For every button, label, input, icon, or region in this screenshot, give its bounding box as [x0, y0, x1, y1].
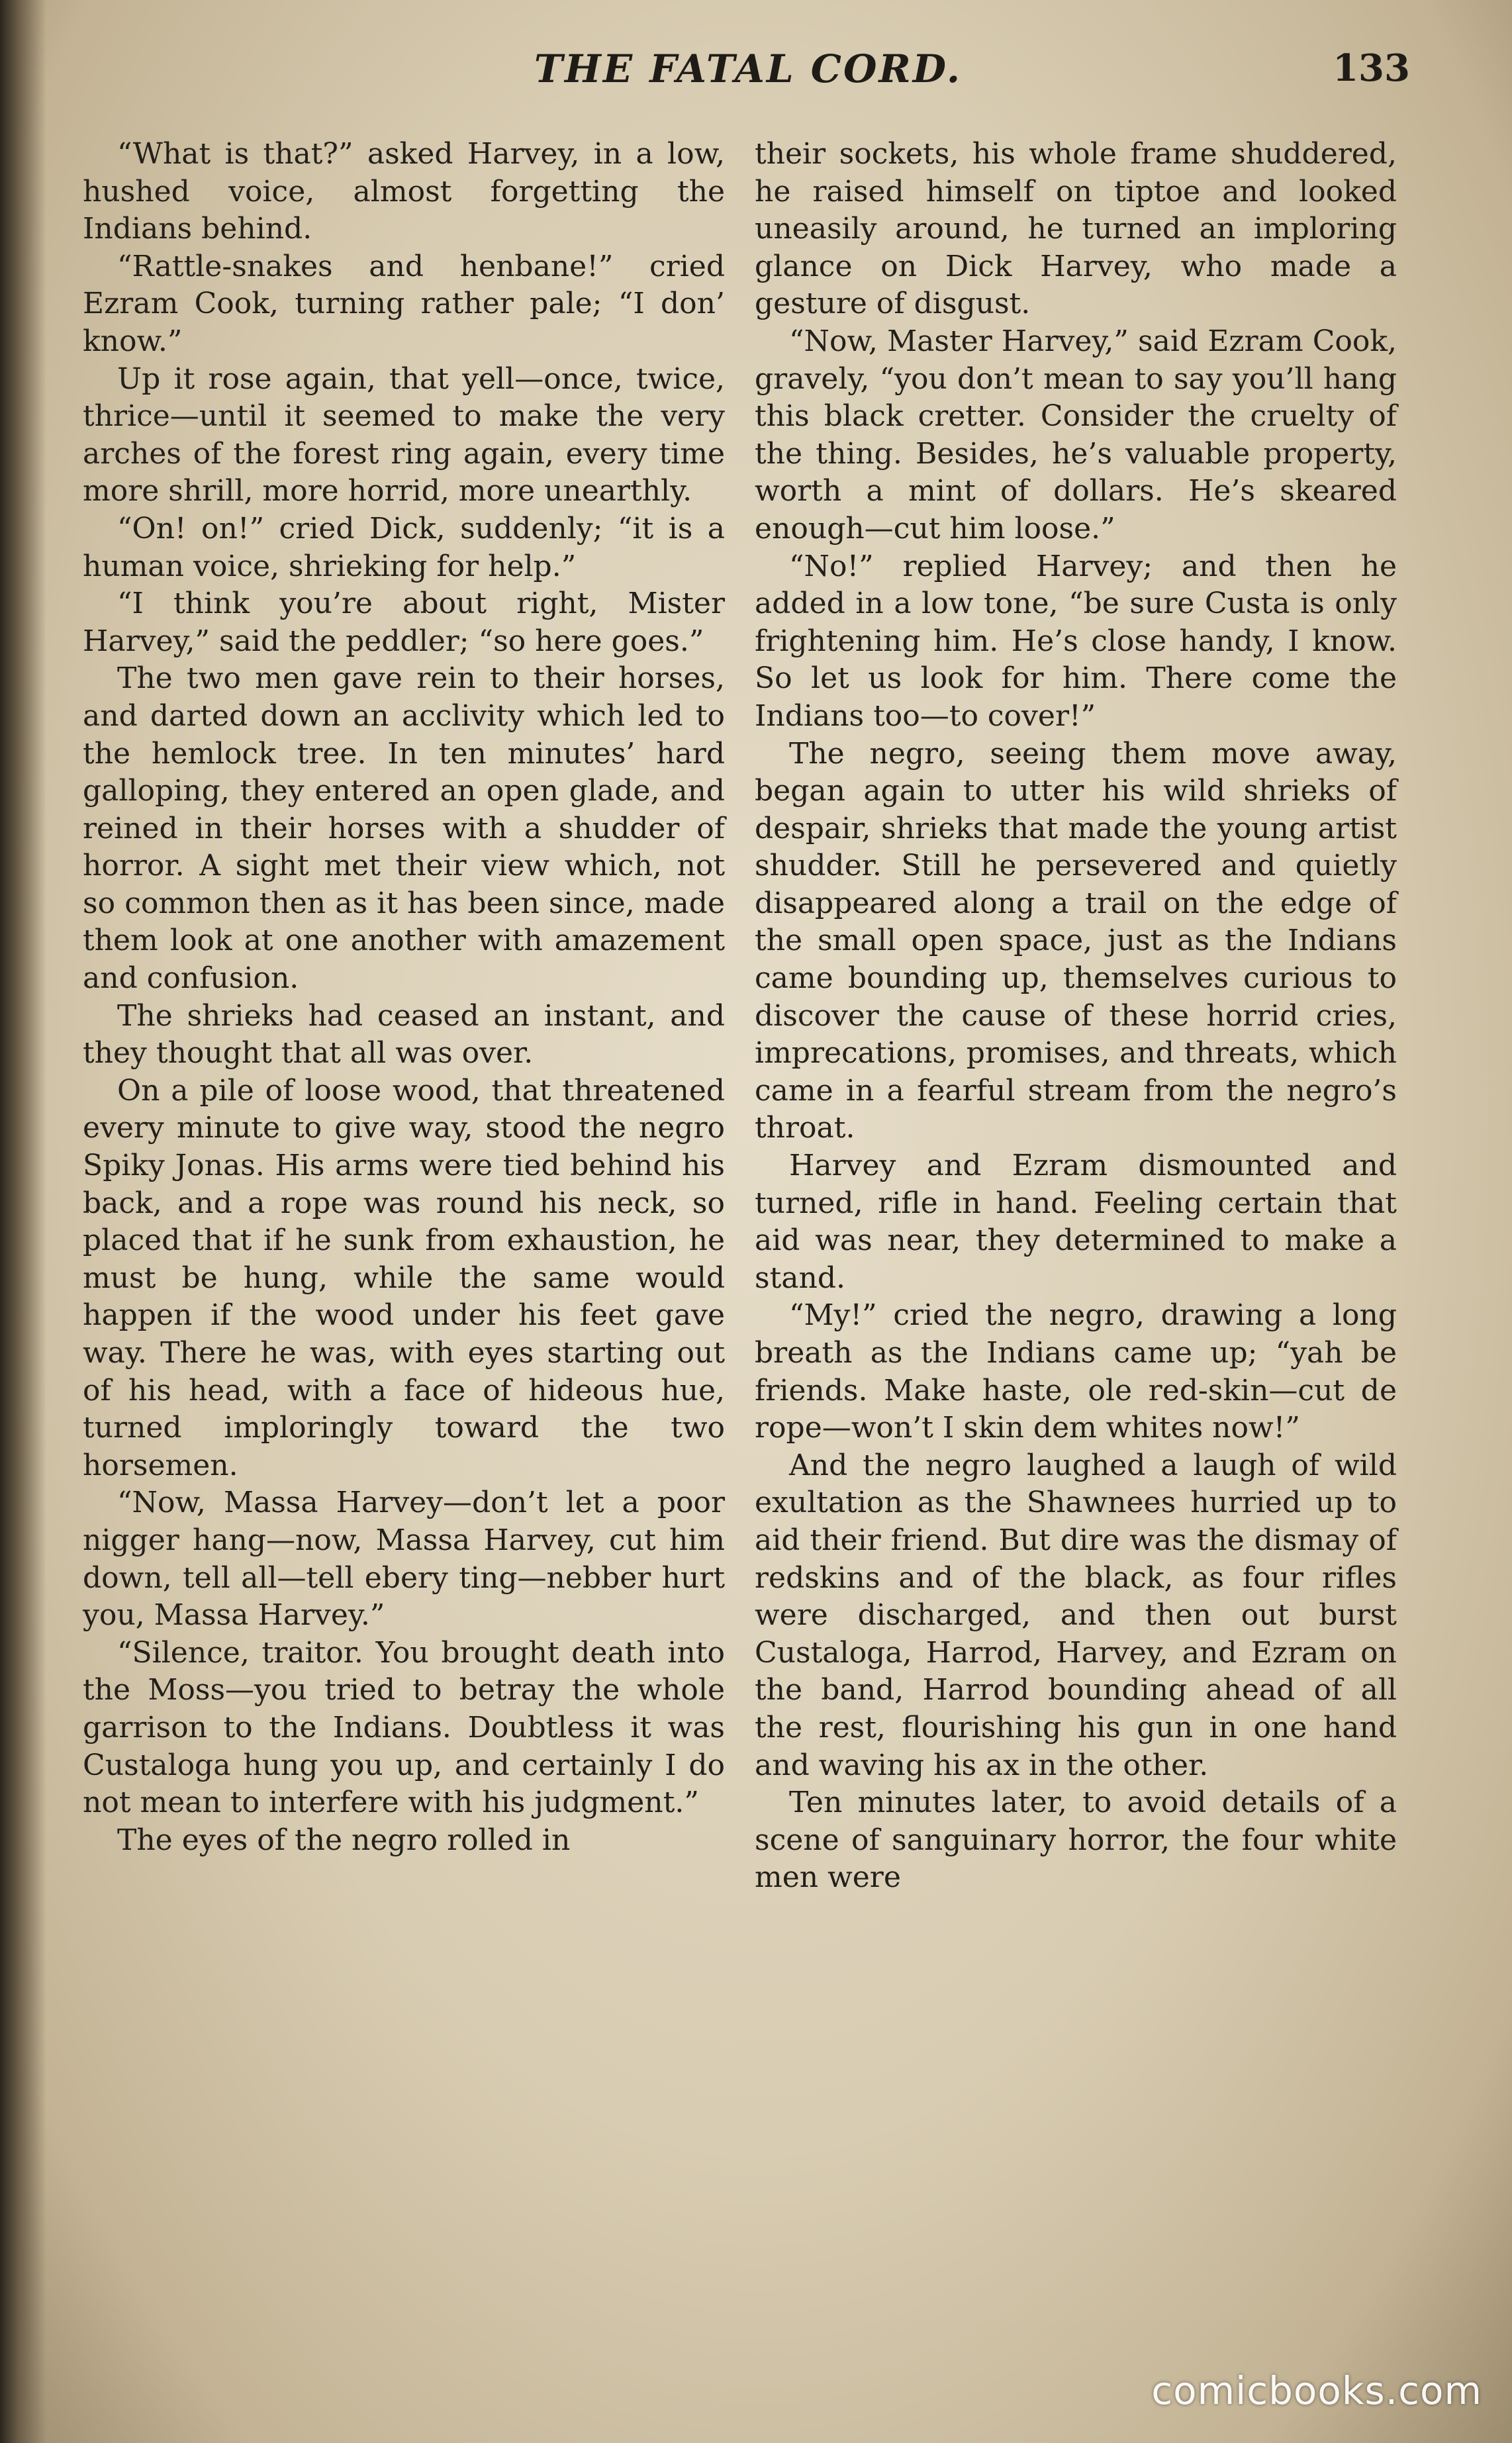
- paragraph: “Silence, traitor. You brought death into the Moss—you tried to betray the whole garrison to the Indians. Doubtless it was Custaloga hung you up, and certainly I do not mean to interfere with his judgment.”: [83, 1635, 725, 1820]
- left-column: [83, 136, 725, 1859]
- paragraph: The negro, seeing them move away, began again to utter his wild shrieks of despair, shrieks that made the young artist shudder. Still he persevered and quietly disappeared along a trail on the edge of the small open space, just as the Indians came bounding up, themselves curious to discover the cause of these horrid cries, imprecations, promises, and threats, which came in a fearful stream from the negro’s throat.: [755, 736, 1397, 1145]
- paragraph: Ten minutes later, to avoid details of a scene of sanguinary horror, the four white men were: [755, 1786, 1397, 1895]
- paragraph: The shrieks had ceased an instant, and they thought that all was over.: [83, 998, 725, 1071]
- paragraph-continued: their sockets, his whole frame shuddered, he raised himself on tiptoe and looked uneasily around, he turned an imploring glance on Dick Harvey, who made a gesture of disgust.: [755, 137, 1397, 321]
- running-title: THE FATAL CORD.: [534, 46, 963, 91]
- paragraph: The two men gave rein to their horses, and darted down an acclivity which led to the hemlock tree. In ten minutes’ hard galloping, they entered an open glade, and reined in their horses with a shudder of horror. A sight met their view which, not so common then as it has been since, made them look at one another with amazement and confusion.: [83, 661, 725, 996]
- paragraph: “My!” cried the negro, drawing a long breath as the Indians came up; “yah be friends. Make haste, ole red-skin—cut de rope—won’t I skin dem whites now!”: [755, 1298, 1397, 1445]
- right-column: [755, 136, 1397, 1897]
- paragraph: On a pile of loose wood, that threatened every minute to give way, stood the negro Spiky Jonas. His arms were tied behind his back, and a rope was round his neck, so placed that if he sunk from exhaustion, he must be hung, while the same would happen if the wood under his feet gave way. There he was, with eyes starting out of his head, with a face of hideous hue, turned imploringly toward the two horsemen.: [83, 1073, 725, 1482]
- paragraph: “Now, Massa Harvey—don’t let a poor nigger hang—now, Massa Harvey, cut him down, tell all—tell ebery ting—nebber hurt you, Massa Harvey.”: [83, 1486, 725, 1633]
- paragraph: “No!” replied Harvey; and then he added in a low tone, “be sure Custa is only frightening him. He’s close handy, I know. So let us look for him. There come the Indians too—to cover!”: [755, 549, 1397, 733]
- paragraph: “On! on!” cried Dick, suddenly; “it is a human voice, shrieking for help.”: [83, 511, 725, 583]
- paragraph: “I think you’re about right, Mister Harvey,” said the peddler; “so here goes.”: [83, 587, 725, 658]
- paragraph: Up it rose again, that yell—once, twice, thrice—until it seemed to make the very arches of the forest ring again, every time more shrill, more horrid, more unearthly.: [83, 361, 725, 508]
- paragraph: “What is that?” asked Harvey, in a low, hushed voice, almost forgetting the Indians behind.: [83, 137, 725, 246]
- page-number: 133: [1333, 46, 1410, 90]
- paragraph: The eyes of the negro rolled in: [117, 1823, 571, 1857]
- paragraph: Harvey and Ezram dismounted and turned, rifle in hand. Feeling certain that aid was near, they determined to make a stand.: [755, 1149, 1397, 1295]
- paragraph: “Now, Master Harvey,” said Ezram Cook, gravely, “you don’t mean to say you’ll hang this black cretter. Consider the cruelty of the thing. Besides, he’s valuable property, worth a mint of dollars. He’s skeared enough—cut him loose.”: [755, 324, 1397, 546]
- watermark: comicbooks.com: [1151, 2368, 1482, 2413]
- paragraph: And the negro laughed a laugh of wild exultation as the Shawnees hurried up to aid their friend. But dire was the dismay of redskins and of the black, as four rifles were discharged, and then out burst Custaloga, Harrod, Harvey, and Ezram on the band, Harrod bounding ahead of all the rest, flourishing his gun in one hand and waving his ax in the other.: [755, 1448, 1397, 1782]
- page-header: [86, 46, 1410, 106]
- paragraph: “Rattle-snakes and henbane!” cried Ezram Cook, turning rather pale; “I don’ know.”: [83, 249, 725, 358]
- binding-shadow: [0, 0, 46, 2443]
